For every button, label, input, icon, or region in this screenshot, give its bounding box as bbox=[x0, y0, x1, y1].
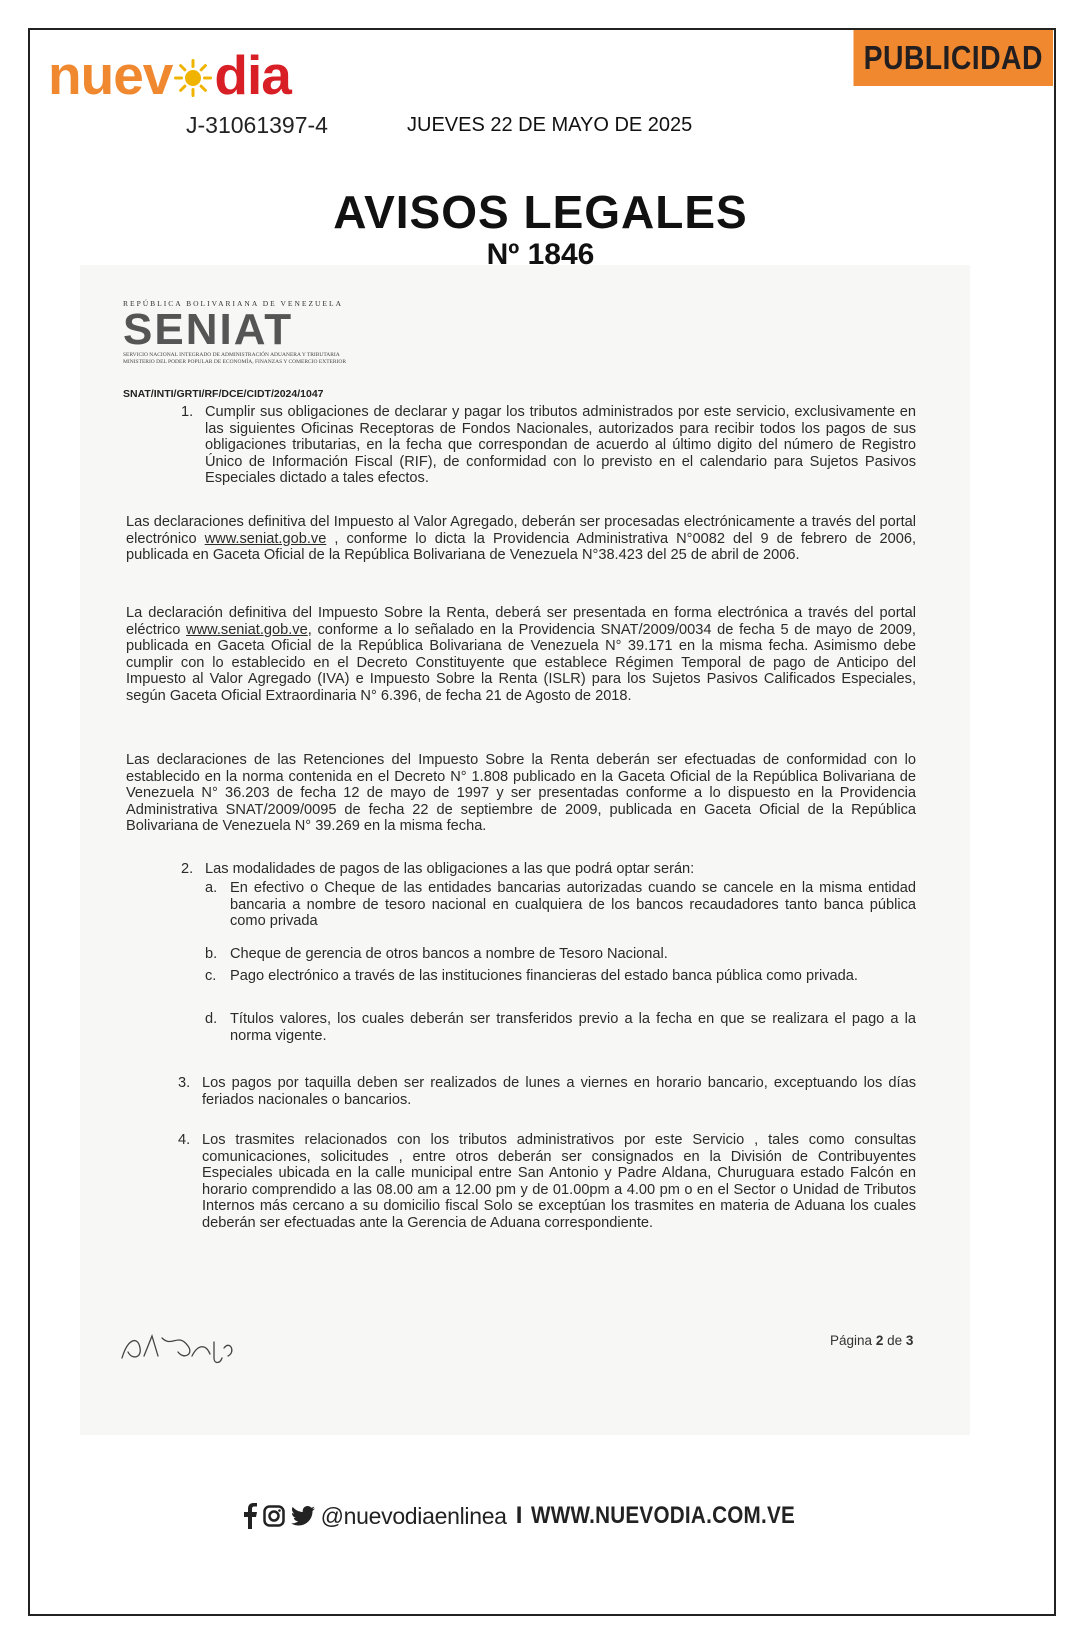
badge-label: PUBLICIDAD bbox=[863, 39, 1043, 76]
reference-code: SNAT/INTI/GRTI/RF/DCE/CIDT/2024/1047 bbox=[123, 388, 324, 400]
paragraph-retenciones bbox=[126, 752, 916, 835]
seniat-country: REPÚBLICA BOLIVARIANA DE VENEZUELA bbox=[123, 299, 344, 308]
sub-item-letter: a. bbox=[205, 880, 218, 896]
sub-item-c bbox=[205, 968, 916, 985]
sub-item-text: Títulos valores, los cuales deberán ser transferidos previo a la fecha en que se realizara el pago a la norma vigente. bbox=[230, 1011, 916, 1044]
sub-item-letter: c. bbox=[205, 968, 217, 984]
website-url[interactable]: WWW.NUEVODIA.COM.VE bbox=[531, 1502, 796, 1529]
seniat-link[interactable]: www.seniat.gob.ve bbox=[204, 530, 327, 547]
page-title: AVISOS LEGALES bbox=[333, 186, 748, 238]
paragraph-islr bbox=[126, 605, 916, 705]
sub-item-d bbox=[205, 1011, 916, 1044]
social-handle[interactable]: @nuevodiaenlinea bbox=[320, 1502, 507, 1529]
seniat-subtitle-2: MINISTERIO DEL PODER POPULAR DE ECONOMÍA, FINANZAS Y COMERCIO EXTERIOR bbox=[123, 358, 347, 365]
advertising-badge bbox=[853, 30, 1053, 86]
newspaper-logo bbox=[48, 44, 291, 106]
publication-date: JUEVES 22 DE MAYO DE 2025 bbox=[407, 114, 693, 136]
page-of: de bbox=[887, 1333, 903, 1348]
instagram-icon[interactable] bbox=[263, 1505, 285, 1527]
logo-text-1: nuev bbox=[48, 44, 173, 106]
list-item-2 bbox=[181, 861, 916, 878]
notice-number: Nº 1846 bbox=[486, 238, 595, 271]
list-item-number: 4. bbox=[178, 1132, 191, 1148]
list-item-text: Los pagos por taquilla deben ser realizados de lunes a viernes en horario bancario, exceptuando los días feriados nacionales o bancarios. bbox=[202, 1075, 916, 1108]
seniat-logo bbox=[123, 299, 363, 366]
list-item-text: Las modalidades de pagos de las obligaciones a las que podrá optar serán: bbox=[205, 861, 695, 877]
paragraph-text: La declaración definitiva del Impuesto Sobre la Renta, deberá ser presentada en forma electrónica a través del portal eléctrico bbox=[126, 605, 916, 638]
page-label: Página bbox=[830, 1333, 873, 1348]
twitter-icon[interactable] bbox=[291, 1506, 315, 1526]
sub-item-text: Pago electrónico a través de las instituciones financieras del estado banca pública como privada. bbox=[230, 968, 858, 984]
list-item-text: Cumplir sus obligaciones de declarar y pagar los tributos administrados por este servicio, exclusivamente en las siguientes Oficinas Receptoras de Fondos Nacionales, autorizados para recibir todos los pagos de sus obligaciones tributarias, en la fecha que correspondan de acuerdo al último digito del número de Registro Único de Información Fiscal (RIF), de conformidad con lo previsto en el calendario para Sujetos Pasivos Especiales dictado a tales efectos. bbox=[205, 404, 916, 487]
list-item-1 bbox=[181, 404, 916, 487]
list-item-4 bbox=[178, 1132, 916, 1232]
sub-item-text: Cheque de gerencia de otros bancos a nombre de Tesoro Nacional. bbox=[230, 946, 668, 962]
list-item-text: Los trasmites relacionados con los tributos administrativos por este Servicio , tales como consultas comunicaciones, solicitudes , entre otros deberán ser consignados en la División de Contribuyentes Especiales ubicada en la calle municipal entre San Antonio y Padre Aldana, Churuguara estado Falcón en horario comprendido a las 08.00 am a 12.00 pm y de 01.00pm a 4.00 pm o en el Sector o Unidad de Tributos Internos más cercano a su domicilio fiscal Solo se exceptúan los trasmites en materia de Aduana los cuales deberán ser efectuadas ante la Gerencia de Aduana correspondiente. bbox=[202, 1132, 916, 1231]
signature-initials bbox=[118, 1328, 238, 1368]
paragraph-iva bbox=[126, 514, 916, 564]
sun-icon bbox=[173, 52, 213, 92]
sub-item-text: En efectivo o Cheque de las entidades bancarias autorizadas cuando se cancele en la misma entidad bancaria a nombre de tesoro nacional en cualquiera de los bancos recaudadores tanto banca pública como privada bbox=[230, 880, 916, 930]
footer-separator: I bbox=[515, 1502, 523, 1529]
sub-item-letter: b. bbox=[205, 946, 218, 962]
list-item-3 bbox=[178, 1075, 916, 1108]
sub-item-letter: d. bbox=[205, 1011, 218, 1027]
paragraph-text: Las declaraciones de las Retenciones del Impuesto Sobre la Renta deberán ser efectuadas de conformidad con lo establecido en la norma contenida en el Decreto N° 1.808 publicado en la Gaceta Oficial de la República Bolivariana de Venezuela N° 36.203 de fecha 12 de mayo de 1997 y ser presentadas conforme a lo dispuesto en la Providencia Administrativa SNAT/2009/0095 de fecha 22 de septiembre de 2009, publicada en Gaceta Oficial de la República Bolivariana de Venezuela N° 39.269 en la misma fecha. bbox=[126, 752, 916, 835]
list-item-number: 1. bbox=[181, 404, 194, 420]
seniat-wordmark bbox=[123, 305, 363, 354]
page-indicator bbox=[830, 1333, 913, 1348]
page-total: 3 bbox=[905, 1333, 914, 1348]
logo-text-2: dia bbox=[214, 44, 291, 106]
page-current: 2 bbox=[875, 1333, 884, 1348]
seniat-word: SENIAT bbox=[123, 305, 294, 354]
paragraph-text: Las declaraciones definitiva del Impuesto al Valor Agregado, deberán ser procesadas electrónicamente a través del portal electrónico bbox=[126, 514, 916, 547]
paragraph-text: , conforme lo dicta la Providencia Administrativa N°0082 del 9 de febrero de 2006, publicada en Gaceta Oficial de la República Bolivariana de Venezuela N°38.423 del 25 de abril de 2006. bbox=[126, 530, 916, 564]
paragraph-text: , conforme a lo señalado en la Providencia SNAT/2009/0034 de fecha 5 de mayo de 2009, publicada en Gaceta Oficial de la República Bolivariana de Venezuela N° 39.171 en la misma fecha. Asimismo debe cumplir con lo establecido en el Decreto Constituyente que establece Régimen Temporal de pago de Anticipo del Impuesto al Valor Agregado (IVA) e Impuesto Sobre la Renta (ISLR) para los Sujetos Pasivos Calificados Especiales, según Gaceta Oficial Extraordinaria N° 6.396, de fecha 21 de Agosto de 2018. bbox=[126, 621, 916, 704]
list-item-number: 2. bbox=[181, 861, 194, 877]
facebook-icon[interactable] bbox=[243, 1503, 257, 1529]
seniat-subtitle-1: SERVICIO NACIONAL INTEGRADO DE ADMINISTRACIÓN ADUANERA Y TRIBUTARIA bbox=[123, 352, 340, 358]
tax-id: J-31061397-4 bbox=[186, 112, 328, 138]
sub-item-b bbox=[205, 946, 916, 963]
footer-bar bbox=[0, 1502, 1081, 1530]
seniat-link[interactable]: www.seniat.gob.ve bbox=[186, 621, 308, 638]
list-item-number: 3. bbox=[178, 1075, 191, 1091]
sub-item-a bbox=[205, 880, 916, 930]
